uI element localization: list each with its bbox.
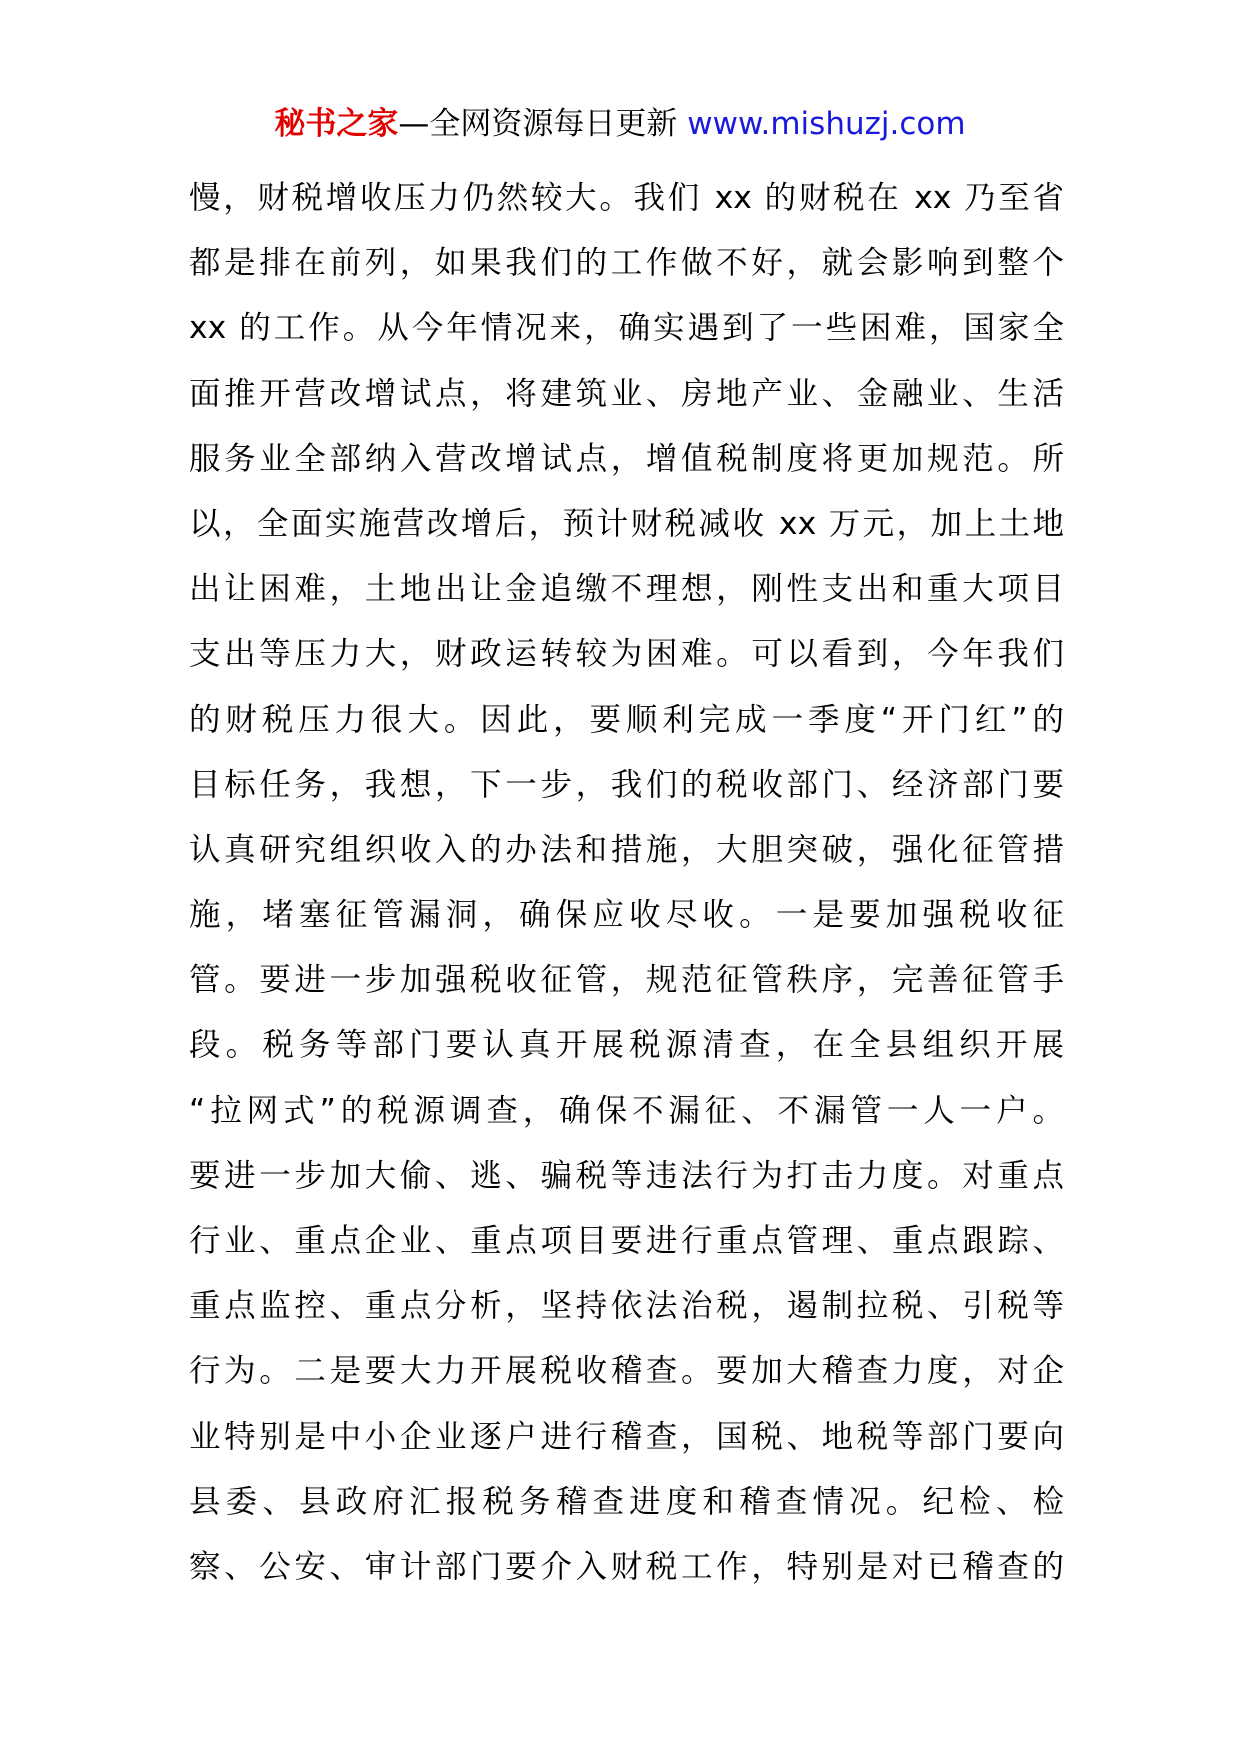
body-line: 服务业全部纳入营改增试点，增值税制度将更加规范。所 [189, 440, 1064, 477]
body-line: 施，堵塞征管漏洞，确保应收尽收。一是要加强税收征 [189, 897, 1064, 934]
body-line: 行为。二是要大力开展税收稽查。要加大稽查力度，对企 [189, 1353, 1064, 1390]
body-line: 的财税压力很大。因此，要顺利完成一季度“开门红”的 [189, 701, 1064, 738]
brand-name: 秘书之家 [274, 106, 399, 142]
body-line: 要进一步加大偷、逃、骗税等违法行为打击力度。对重点 [189, 1157, 1064, 1194]
site-url-link[interactable]: www.mishuzj.com [687, 106, 966, 142]
body-line: 段。税务等部门要认真开展税源清查，在全县组织开展 [189, 1027, 1064, 1064]
body-line: 面推开营改增试点，将建筑业、房地产业、金融业、生活 [189, 375, 1064, 412]
body-line: 认真研究组织收入的办法和措施，大胆突破，强化征管措 [189, 831, 1064, 868]
header-tagline: —全网资源每日更新 [398, 106, 678, 142]
site-header [0, 102, 1240, 146]
body-line: 察、公安、审计部门要介入财税工作，特别是对已稽查的 [189, 1548, 1064, 1585]
body-line: 目标任务，我想，下一步，我们的税收部门、经济部门要 [189, 766, 1064, 803]
body-line: 重点监控、重点分析，坚持依法治税，遏制拉税、引税等 [189, 1288, 1064, 1325]
body-line: 管。要进一步加强税收征管，规范征管秩序，完善征管手 [189, 962, 1064, 999]
body-line: 县委、县政府汇报税务稽查进度和稽查情况。纪检、检 [189, 1483, 1064, 1520]
body-line: “拉网式”的税源调查，确保不漏征、不漏管一人一户。 [189, 1092, 1064, 1129]
body-line: 出让困难，土地出让金追缴不理想，刚性支出和重大项目 [189, 571, 1064, 608]
body-line: xx 的工作。从今年情况来，确实遇到了一些困难，国家全 [189, 310, 1064, 347]
body-line: 行业、重点企业、重点项目要进行重点管理、重点跟踪、 [189, 1223, 1064, 1259]
body-line: 业特别是中小企业逐户进行稽查，国税、地税等部门要向 [189, 1418, 1064, 1455]
body-line: 以，全面实施营改增后，预计财税减收 xx 万元，加上土地 [189, 505, 1064, 542]
document-body [189, 166, 1064, 1600]
body-line: 慢，财税增收压力仍然较大。我们 xx 的财税在 xx 乃至省 [189, 180, 1064, 216]
body-line: 支出等压力大，财政运转较为困难。可以看到，今年我们 [189, 636, 1064, 673]
body-line: 都是排在前列，如果我们的工作做不好，就会影响到整个 [189, 245, 1064, 282]
